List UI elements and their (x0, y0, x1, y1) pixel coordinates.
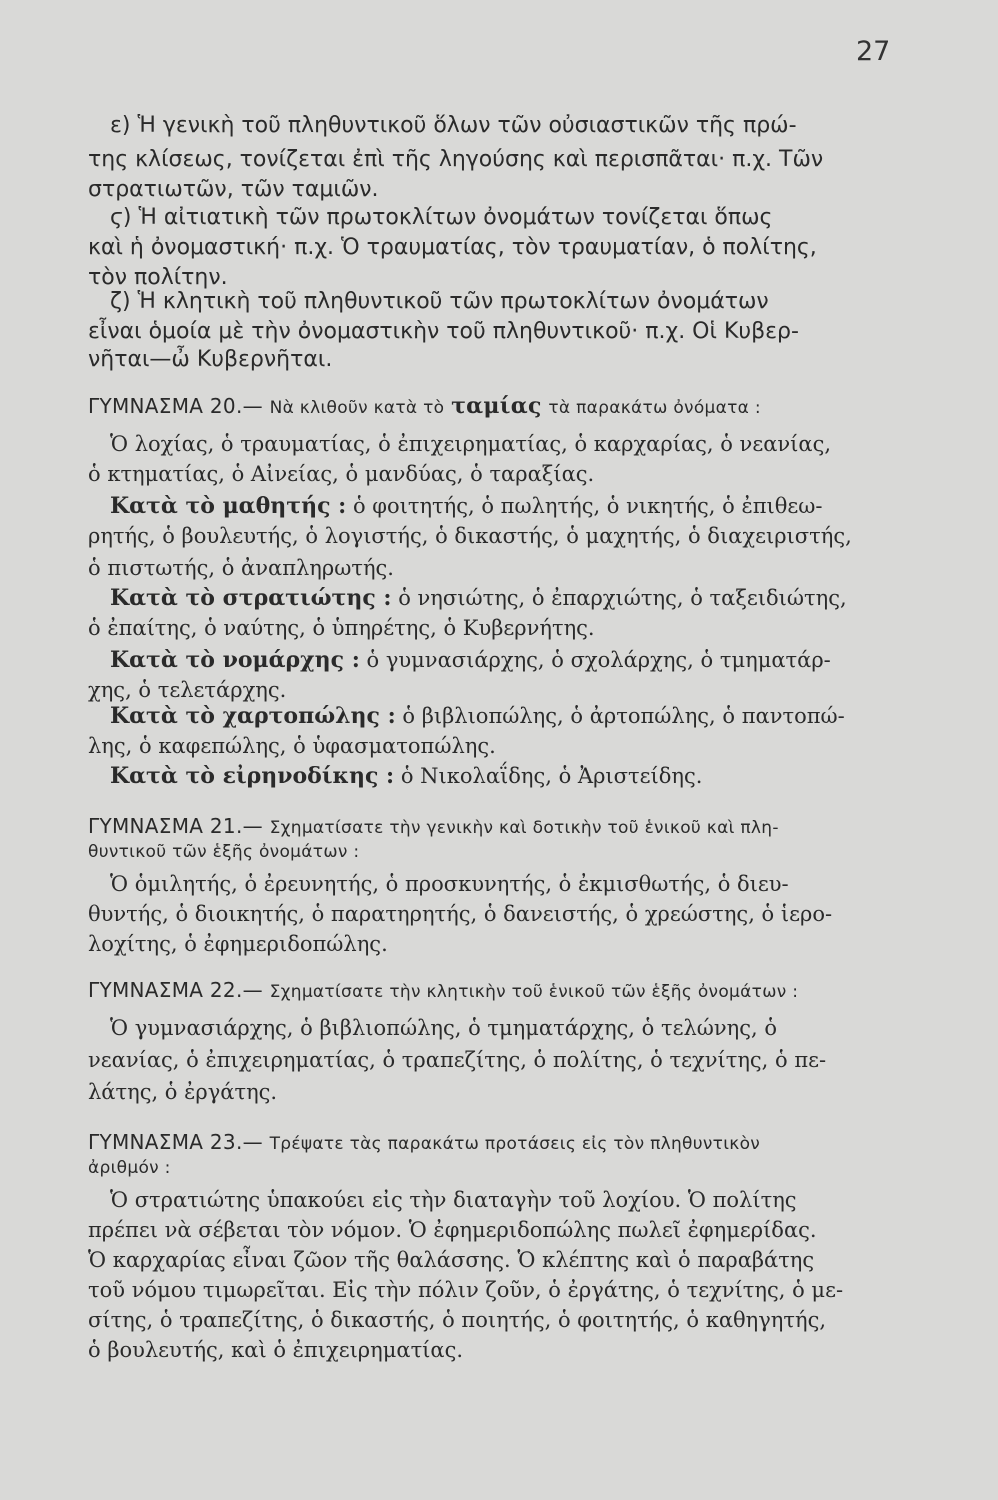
rule-line: τὸν πολίτην. (88, 265, 228, 290)
exercise-text-line: θυντής, ὁ διοικητής, ὁ παρατηρητής, ὁ δανειστής, ὁ χρεώστης, ὁ ἱερο- (88, 902, 833, 926)
exercise-text-line: Ὁ λοχίας, ὁ τραυματίας, ὁ ἐπιχειρηματίας, ὁ καρχαρίας, ὁ νεανίας, (110, 432, 832, 456)
rule-line: ϛ) Ἡ αἰτιατικὴ τῶν πρωτοκλίτων ὀνομάτων τονίζεται ὅπως (110, 205, 773, 230)
rule-line: της κλίσεως, τονίζεται ἐπὶ τῆς ληγούσης καὶ περισπᾶται· π.χ. Τῶν (88, 147, 824, 172)
exercise-text-line: ὁ βουλευτής, καὶ ὁ ἐπιχειρηματίας. (88, 1338, 464, 1362)
rule-line: ζ) Ἡ κλητικὴ τοῦ πληθυντικοῦ τῶν πρωτοκλίτων ὀνομάτων (110, 289, 769, 314)
exercise-instruction: ἀριθμόν : (88, 1158, 171, 1178)
exercise-23-heading: ΓΥΜΝΑΣΜΑ 23.— Τρέψατε τὰς παρακάτω προτάσεις εἰς τὸν πληθυντικὸν (88, 1130, 761, 1154)
rule-line: εἶναι ὁμοία μὲ τὴν ὀνομαστικὴν τοῦ πληθυντικοῦ· π.χ. Οἱ Κυβερ- (88, 319, 799, 344)
rule-line: ε) Ἡ γενικὴ τοῦ πληθυντικοῦ ὅλων τῶν οὐσιαστικῶν τῆς πρώ- (110, 113, 797, 138)
exercise-21-heading: ΓΥΜΝΑΣΜΑ 21.— Σχηματίσατε τὴν γενικὴν καὶ δοτικὴν τοῦ ἑνικοῦ καὶ πλη- (88, 814, 779, 838)
exercise-text-line: Κατὰ τὸ στρατιώτης : ὁ νησιώτης, ὁ ἐπαρχιώτης, ὁ ταξειδιώτης, (110, 585, 847, 611)
exercise-text-line: Κατὰ τὸ χαρτοπώλης : ὁ βιβλιοπώλης, ὁ ἀρτοπώλης, ὁ παντοπώ- (110, 703, 845, 729)
exercise-text-line: ὁ πιστωτής, ὁ ἀναπληρωτής. (88, 556, 394, 580)
exercise-text-line: Ὁ στρατιώτης ὑπακούει εἰς τὴν διαταγὴν τοῦ λοχίου. Ὁ πολίτης (110, 1188, 797, 1212)
exercise-text-line: χης, ὁ τελετάρχης. (88, 678, 287, 702)
page-number: 27 (856, 36, 891, 67)
exercise-text-line: Ὁ καρχαρίας εἶναι ζῶον τῆς θαλάσσης. Ὁ κλέπτης καὶ ὁ παραβάτης (88, 1248, 815, 1272)
exercise-text-line: ρητής, ὁ βουλευτής, ὁ λογιστής, ὁ δικαστής, ὁ μαχητής, ὁ διαχειριστής, (88, 524, 852, 548)
rule-line: νῆται—ὦ Κυβερνῆται. (88, 347, 333, 372)
exercise-text-line: ὁ ἐπαίτης, ὁ ναύτης, ὁ ὑπηρέτης, ὁ Κυβερνήτης. (88, 616, 595, 640)
exercise-text-line: τοῦ νόμου τιμωρεῖται. Εἰς τὴν πόλιν ζοῦν, ὁ ἐργάτης, ὁ τεχνίτης, ὁ με- (88, 1278, 844, 1302)
exercise-text-line: Κατὰ τὸ νομάρχης : ὁ γυμνασιάρχης, ὁ σχολάρχης, ὁ τμηματάρ- (110, 647, 831, 673)
exercise-text-line: ὁ κτηματίας, ὁ Αἰνείας, ὁ μανδύας, ὁ ταραξίας. (88, 462, 595, 486)
exercise-20-heading: ΓΥΜΝΑΣΜΑ 20.— Νὰ κλιθοῦν κατὰ τὸ ταμίας τὰ παρακάτω ὀνόματα : (88, 393, 761, 419)
exercise-text-line: σίτης, ὁ τραπεζίτης, ὁ δικαστής, ὁ ποιητής, ὁ φοιτητής, ὁ καθηγητής, (88, 1308, 827, 1332)
exercise-text-line: Ὁ γυμνασιάρχης, ὁ βιβλιοπώλης, ὁ τμηματάρχης, ὁ τελώνης, ὁ (110, 1016, 778, 1040)
exercise-text-line: Κατὰ τὸ εἰρηνοδίκης : ὁ Νικολαΐδης, ὁ Ἀριστείδης. (110, 763, 703, 789)
exercise-text-line: πρέπει νὰ σέβεται τὸν νόμον. Ὁ ἐφημεριδοπώλης πωλεῖ ἐφημερίδας. (88, 1218, 817, 1242)
exercise-text-line: Κατὰ τὸ μαθητής : ὁ φοιτητής, ὁ πωλητής, ὁ νικητής, ὁ ἐπιθεω- (110, 493, 823, 519)
exercise-instruction: θυντικοῦ τῶν ἑξῆς ὀνομάτων : (88, 842, 360, 862)
exercise-text-line: λης, ὁ καφεπώλης, ὁ ὑφασματοπώλης. (88, 734, 496, 758)
exercise-text-line: νεανίας, ὁ ἐπιχειρηματίας, ὁ τραπεζίτης, ὁ πολίτης, ὁ τεχνίτης, ὁ πε- (88, 1048, 827, 1072)
exercise-text-line: Ὁ ὁμιλητής, ὁ ἐρευνητής, ὁ προσκυνητής, ὁ ἐκμισθωτής, ὁ διευ- (110, 872, 789, 896)
rule-line: στρατιωτῶν, τῶν ταμιῶν. (88, 177, 379, 202)
exercise-22-heading: ΓΥΜΝΑΣΜΑ 22.— Σχηματίσατε τὴν κλητικὴν τοῦ ἑνικοῦ τῶν ἑξῆς ὀνομάτων : (88, 978, 799, 1002)
rule-line: καὶ ἡ ὀνομαστική· π.χ. Ὁ τραυματίας, τὸν τραυματίαν, ὁ πολίτης, (88, 235, 817, 260)
exercise-text-line: λοχίτης, ὁ ἐφημεριδοπώλης. (88, 932, 388, 956)
exercise-text-line: λάτης, ὁ ἐργάτης. (88, 1080, 278, 1104)
